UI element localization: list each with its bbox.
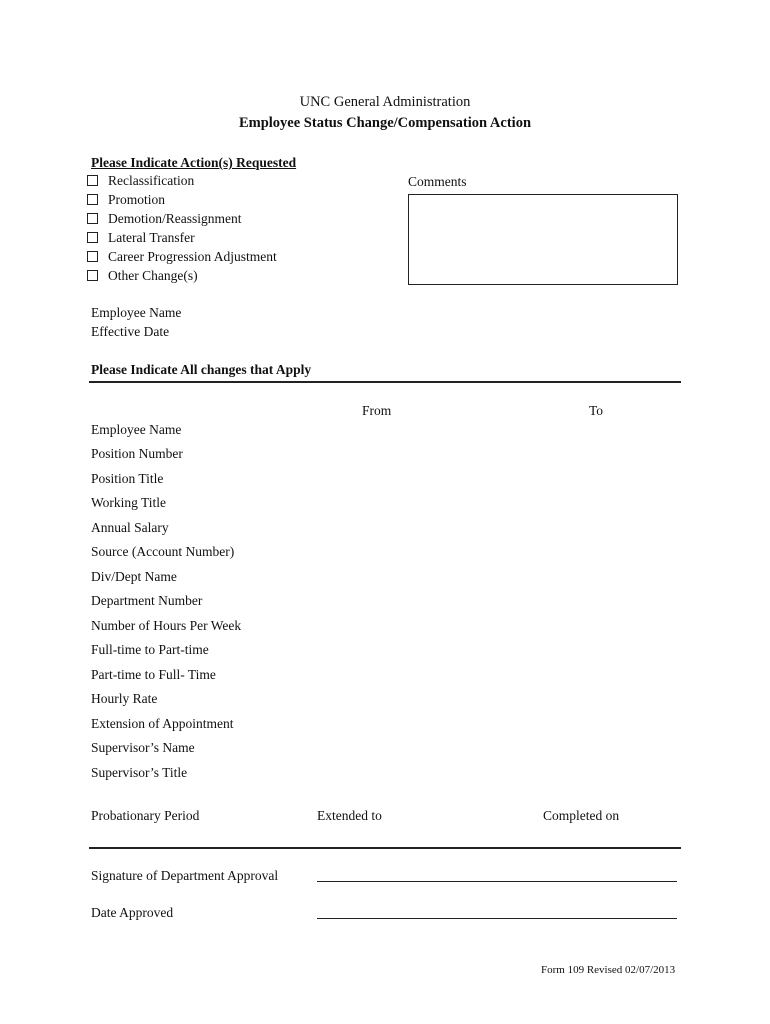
demotion-reassignment-checkbox[interactable] — [87, 213, 98, 224]
demotion-reassignment-label: Demotion/Reassignment — [108, 211, 242, 226]
change-row-label: Position Title — [91, 471, 164, 486]
change-row-label: Hourly Rate — [91, 691, 158, 706]
change-row-label: Supervisor’s Name — [91, 740, 195, 755]
actions-heading: Please Indicate Action(s) Requested — [91, 155, 297, 170]
to-column-header: To — [589, 403, 604, 418]
from-column-header: From — [362, 403, 392, 418]
change-row-label: Source (Account Number) — [91, 544, 235, 559]
career-progression-label: Career Progression Adjustment — [108, 249, 277, 264]
change-row-label: Department Number — [91, 593, 203, 608]
change-row-label: Position Number — [91, 446, 183, 461]
date-approved-label: Date Approved — [91, 905, 174, 920]
reclassification-checkbox[interactable] — [87, 175, 98, 186]
org-name: UNC General Administration — [299, 94, 471, 110]
change-row-label: Number of Hours Per Week — [91, 618, 242, 633]
change-row-label: Annual Salary — [91, 520, 169, 535]
probationary-period-label: Probationary Period — [91, 808, 200, 823]
change-row-label: Employee Name — [91, 422, 182, 437]
comments-box[interactable] — [408, 194, 678, 285]
date-approved-line[interactable] — [317, 918, 677, 919]
promotion-checkbox[interactable] — [87, 194, 98, 205]
other-changes-label: Other Change(s) — [108, 268, 198, 283]
change-row-label: Full-time to Part-time — [91, 642, 209, 657]
approval-divider — [89, 847, 681, 849]
change-row-label: Supervisor’s Title — [91, 765, 188, 780]
career-progression-checkbox[interactable] — [87, 251, 98, 262]
comments-label: Comments — [408, 174, 467, 189]
change-row-label: Working Title — [91, 495, 167, 510]
form-revision: Form 109 Revised 02/07/2013 — [541, 964, 676, 976]
form-title: Employee Status Change/Compensation Action — [238, 115, 532, 131]
completed-on-label: Completed on — [543, 808, 620, 823]
lateral-transfer-label: Lateral Transfer — [108, 230, 195, 245]
changes-divider — [89, 381, 681, 383]
lateral-transfer-checkbox[interactable] — [87, 232, 98, 243]
promotion-label: Promotion — [108, 192, 166, 207]
employee-name-label: Employee Name — [91, 305, 182, 320]
change-row-label: Div/Dept Name — [91, 569, 177, 584]
reclassification-label: Reclassification — [108, 173, 195, 188]
other-changes-checkbox[interactable] — [87, 270, 98, 281]
change-row-label: Part-time to Full- Time — [91, 667, 216, 682]
changes-heading: Please Indicate All changes that Apply — [91, 362, 312, 377]
signature-line[interactable] — [317, 881, 677, 882]
effective-date-label: Effective Date — [91, 324, 170, 339]
change-row-label: Extension of Appointment — [91, 716, 234, 731]
extended-to-label: Extended to — [317, 808, 382, 823]
signature-label: Signature of Department Approval — [91, 868, 279, 883]
